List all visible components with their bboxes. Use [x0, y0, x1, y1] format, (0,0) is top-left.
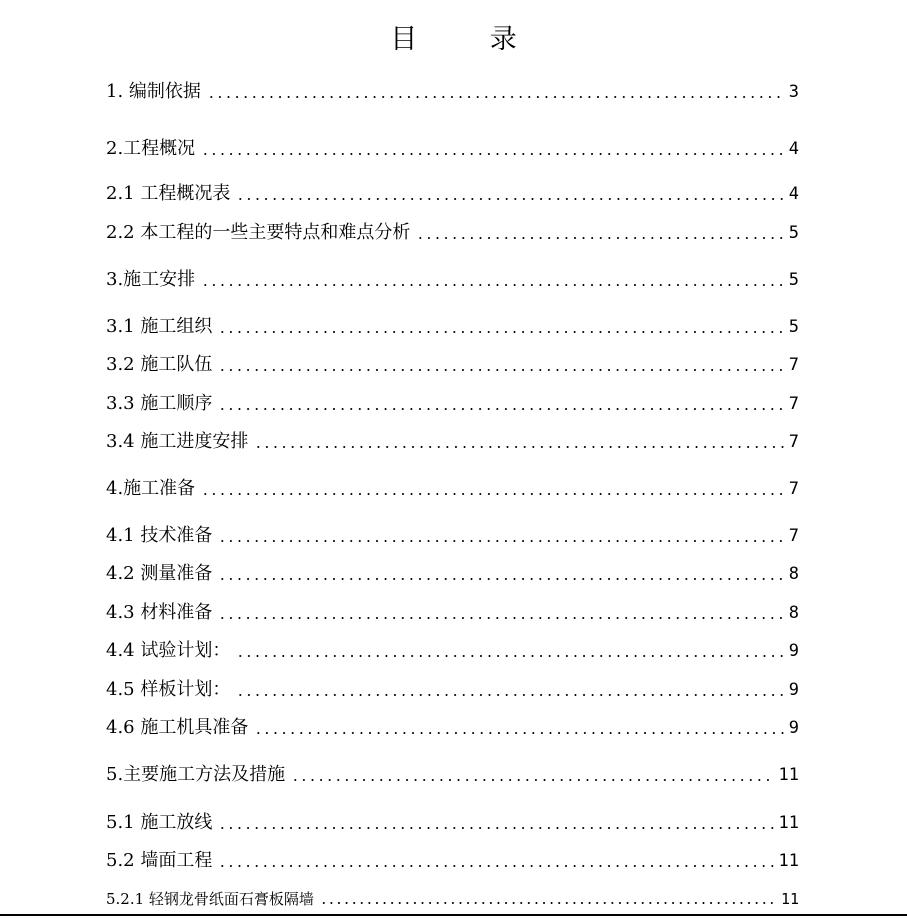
- toc-entry-label: 5.2 墙面工程: [106, 850, 216, 872]
- toc-entry[interactable]: [106, 79, 799, 103]
- toc-entry[interactable]: [106, 267, 799, 291]
- toc-entry[interactable]: [106, 476, 799, 500]
- toc-entry-label: 2.2 本工程的一些主要特点和难点分析: [106, 222, 414, 244]
- toc-entry[interactable]: [106, 810, 799, 834]
- toc-entry-page: 9: [788, 641, 799, 661]
- dot-leader: [318, 902, 777, 904]
- toc-entry-page: 8: [788, 564, 799, 584]
- dot-leader: [216, 865, 774, 867]
- toc-entry[interactable]: [106, 762, 799, 786]
- toc-entry-label: 2.工程概况: [106, 138, 199, 160]
- toc-entry-label: 3.3 施工顺序: [106, 393, 216, 415]
- dot-leader: [216, 827, 774, 829]
- toc-entry[interactable]: [106, 523, 799, 547]
- toc-entry-page: 4: [788, 139, 799, 159]
- toc-entry[interactable]: [106, 391, 799, 415]
- toc-entry[interactable]: [106, 136, 799, 160]
- toc-entry-label: 3.1 施工组织: [106, 316, 216, 338]
- toc-entry-label: 5.2.1 轻钢龙骨纸面石膏板隔墙: [106, 890, 318, 908]
- toc-entry-page: 11: [778, 813, 799, 833]
- dot-leader: [252, 732, 784, 734]
- toc-entry-label: 1. 编制依据: [106, 81, 205, 103]
- toc-entry-page: 7: [788, 526, 799, 546]
- toc-entry-page: 7: [788, 355, 799, 375]
- toc-entry-label: 4.6 施工机具准备: [106, 717, 252, 739]
- dot-leader: [234, 198, 784, 200]
- dot-leader: [205, 96, 785, 98]
- toc-entry-page: 5: [788, 317, 799, 337]
- toc-entry-page: 3: [788, 82, 799, 102]
- toc-entry-page: 5: [788, 270, 799, 290]
- toc-entry[interactable]: [106, 352, 799, 376]
- toc-entry[interactable]: [106, 715, 799, 739]
- toc-entry-label: 4.3 材料准备: [106, 602, 216, 624]
- dot-leader: [199, 153, 785, 155]
- toc-entry-label: 5.主要施工方法及措施: [106, 764, 289, 786]
- toc-entry[interactable]: [106, 220, 799, 244]
- toc-entry[interactable]: [106, 314, 799, 338]
- toc-entry-label: 4.5 样板计划：: [106, 679, 234, 701]
- toc-entry-label: 3.2 施工队伍: [106, 354, 216, 376]
- toc-entry-label: 4.2 测量准备: [106, 563, 216, 585]
- toc-title: 目 录: [390, 24, 549, 55]
- toc-entry[interactable]: [106, 677, 799, 701]
- toc-entry-label: 5.1 施工放线: [106, 812, 216, 834]
- dot-leader: [216, 540, 784, 542]
- dot-leader: [216, 408, 784, 410]
- toc-entry[interactable]: [106, 638, 799, 662]
- dot-leader: [199, 284, 785, 286]
- toc-entry-page: 5: [788, 223, 799, 243]
- toc-entry-label: 3.4 施工进度安排: [106, 431, 252, 453]
- dot-leader: [216, 369, 784, 371]
- toc-entry[interactable]: [106, 600, 799, 624]
- toc-entry[interactable]: [106, 888, 799, 908]
- toc-entry-page: 7: [788, 479, 799, 499]
- dot-leader: [234, 694, 784, 696]
- toc-entry-page: 4: [788, 184, 799, 204]
- toc-entry-label: 4.施工准备: [106, 478, 199, 500]
- toc-entry-page: 11: [778, 851, 799, 871]
- dot-leader: [414, 237, 784, 239]
- toc-entry-label: 4.1 技术准备: [106, 525, 216, 547]
- toc-entry-page: 11: [778, 765, 799, 785]
- toc-entry-page: 7: [788, 432, 799, 452]
- dot-leader: [252, 446, 784, 448]
- toc-entry-page: 11: [780, 890, 799, 908]
- toc-entry-label: 3.施工安排: [106, 269, 199, 291]
- dot-leader: [234, 655, 784, 657]
- dot-leader: [216, 331, 784, 333]
- toc-entry-page: 8: [788, 603, 799, 623]
- toc-entry-label: 2.1 工程概况表: [106, 183, 234, 205]
- page-bottom-rule: [0, 914, 907, 916]
- dot-leader: [216, 578, 784, 580]
- toc-entry-page: 7: [788, 394, 799, 414]
- dot-leader: [289, 779, 774, 781]
- dot-leader: [216, 617, 784, 619]
- toc-entry-page: 9: [788, 680, 799, 700]
- dot-leader: [199, 493, 785, 495]
- toc-entry[interactable]: [106, 429, 799, 453]
- toc-entry-label: 4.4 试验计划：: [106, 640, 234, 662]
- toc-entry-page: 9: [788, 718, 799, 738]
- toc-entry[interactable]: [106, 561, 799, 585]
- toc-entry[interactable]: [106, 848, 799, 872]
- toc-entry[interactable]: [106, 181, 799, 205]
